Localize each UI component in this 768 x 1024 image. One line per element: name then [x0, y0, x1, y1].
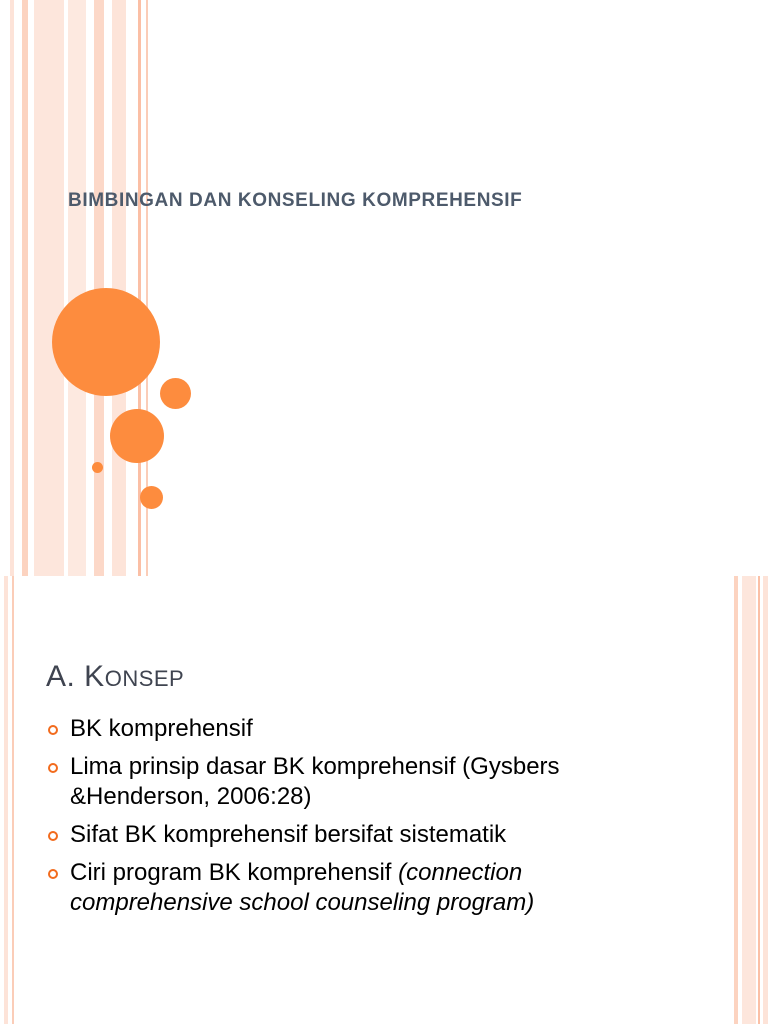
list-item — [46, 858, 686, 918]
decor-stripe — [734, 576, 738, 1024]
hollow-orange-circle-icon — [48, 763, 58, 773]
slide-title: BIMBINGAN DAN KONSELING KOMPREHENSIF — [68, 190, 523, 211]
decor-stripe — [22, 0, 28, 576]
decor-stripe — [763, 576, 768, 1024]
bullet-text: BK komprehensif — [70, 715, 253, 742]
hollow-orange-circle-icon — [48, 831, 58, 841]
bullet-text: Ciri program BK komprehensif — [70, 859, 399, 886]
decor-stripe — [10, 0, 14, 576]
decor-stripe — [4, 576, 8, 1024]
decor-stripe — [68, 0, 86, 576]
slide-title-rest: ONSEP — [104, 666, 185, 691]
bullet-list — [46, 714, 686, 926]
list-item — [46, 752, 686, 812]
list-item — [46, 714, 686, 744]
decor-stripe — [758, 576, 760, 1024]
list-item — [46, 820, 686, 850]
bullet-text-italic: (connection comprehensive school counseling program) — [70, 859, 535, 916]
bullet-text: Lima prinsip dasar BK komprehensif (Gysbers &Henderson, 2006:28) — [70, 753, 560, 810]
content-slide — [0, 576, 768, 1024]
hollow-orange-circle-icon — [48, 869, 58, 879]
decor-stripe — [138, 0, 141, 576]
hollow-orange-circle-icon — [48, 725, 58, 735]
slide-title — [46, 660, 184, 694]
decor-circle-medium — [110, 409, 164, 463]
decor-stripe — [742, 576, 756, 1024]
decor-circle-small — [160, 378, 191, 409]
slide-title-prefix: A. K — [46, 660, 105, 693]
decor-circle-tiny — [92, 462, 103, 473]
decor-circle-large — [52, 288, 160, 396]
decor-circle-small — [140, 486, 163, 509]
bullet-text: Sifat BK komprehensif bersifat sistematik — [70, 821, 507, 848]
decor-stripe — [12, 576, 14, 1024]
decor-stripe — [34, 0, 64, 576]
